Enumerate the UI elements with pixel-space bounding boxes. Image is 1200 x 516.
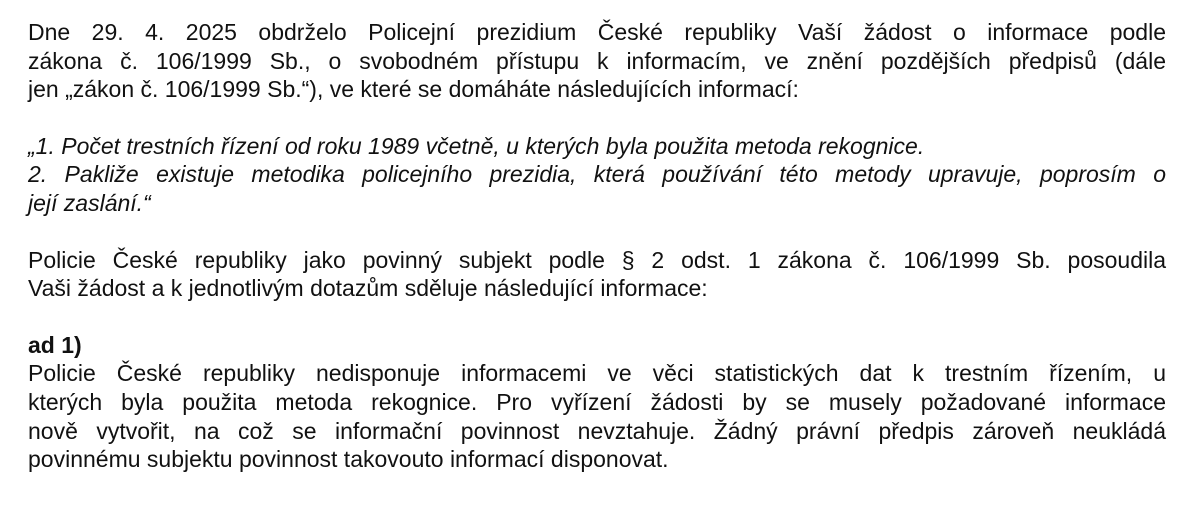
answer-1-paragraph (28, 359, 1166, 473)
intro-paragraph (28, 18, 1166, 104)
answer-1-heading: ad 1) (28, 331, 82, 358)
assessment-line: Policie České republiky jako povinný subjekt podle § 2 odst. 1 zákona č. 106/1999 Sb. posoudila (28, 246, 1166, 273)
assessment-line: Vaši žádost a k jednotlivým dotazům sděluje následující informace: (28, 275, 708, 302)
answer-1-line: nově vytvořit, na což se informační povinnost nevztahuje. Žádný právní předpis zároveň neukládá (28, 417, 1166, 444)
answer-1-line: povinnému subjektu povinnost takovouto informací disponovat. (28, 446, 669, 473)
spacer (28, 303, 1166, 331)
answer-1-line: kterých byla použita metoda rekognice. Pro vyřízení žádosti by se musely požadované informace (28, 388, 1166, 415)
answer-1-line: Policie České republiky nedisponuje informacemi ve věci statistických dat k trestním řízením, u (28, 360, 1166, 387)
intro-line: jen „zákon č. 106/1999 Sb.“), ve které se domáháte následujících informací: (28, 76, 799, 103)
assessment-paragraph (28, 246, 1166, 303)
quote-line: 2. Pakliže existuje metodika policejního prezidia, která používání této metody upravuje, poprosím o (28, 161, 1166, 188)
quote-line: její zaslání.“ (28, 189, 151, 216)
request-quote (28, 132, 1166, 218)
intro-line: Dne 29. 4. 2025 obdrželo Policejní prezidium České republiky Vaší žádost o informace podle (28, 19, 1166, 45)
document-page (28, 18, 1166, 474)
quote-line: „1. Počet trestních řízení od roku 1989 včetně, u kterých byla použita metoda rekognice. (28, 132, 925, 159)
spacer (28, 218, 1166, 246)
spacer (28, 104, 1166, 132)
intro-line: zákona č. 106/1999 Sb., o svobodném přístupu k informacím, ve znění pozdějších předpisů (dále (28, 47, 1166, 74)
